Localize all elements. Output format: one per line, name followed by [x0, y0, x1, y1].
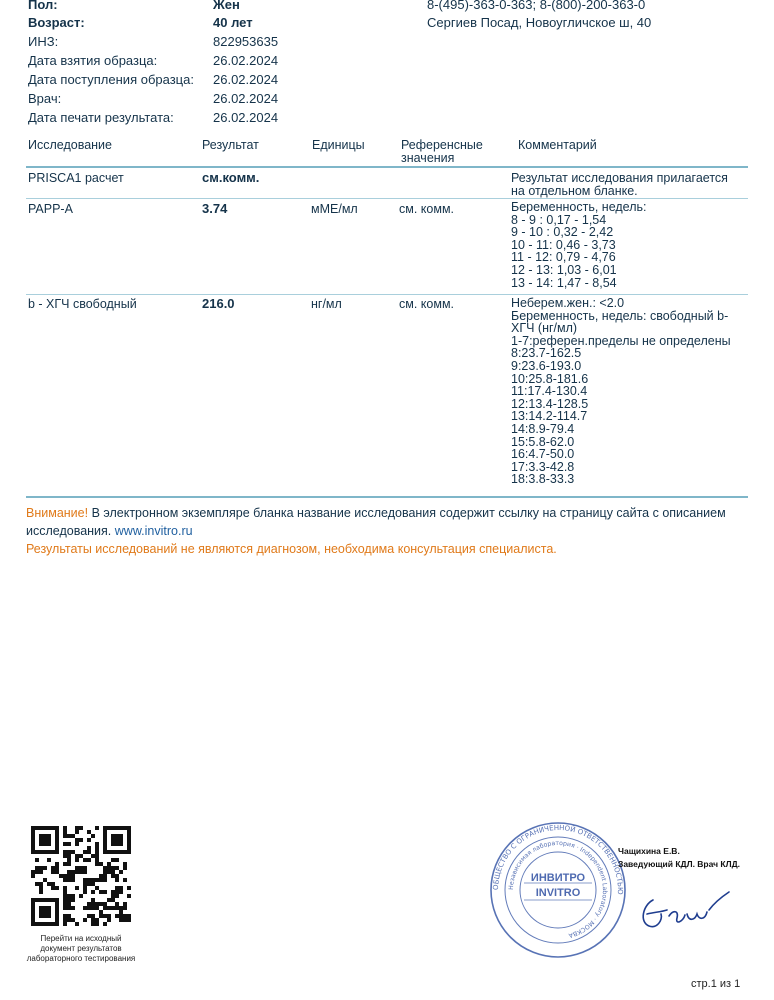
patient-field-label: Врач: [28, 91, 62, 106]
comment-line: 1-7:референ.пределы не определены [511, 333, 731, 348]
comment-line: 10:25.8-181.6 [511, 371, 589, 386]
patient-field-label: ИНЗ: [28, 34, 59, 49]
comment-line: 16:4.7-50.0 [511, 447, 575, 462]
patient-field-value: Жен [213, 0, 240, 12]
patient-field-value: 822953635 [213, 34, 279, 49]
comment-line: 15:5.8-62.0 [511, 434, 575, 449]
lab-address: Сергиев Посад, Новоугличское ш, 40 [427, 15, 652, 30]
row3-comment [511, 297, 731, 486]
stamp-ring-outer: ОБЩЕСТВО С ОГРАНИЧЕННОЙ ОТВЕТСТВЕННОСТЬЮ [491, 823, 625, 895]
handwritten-signature [625, 870, 735, 940]
patient-field-label: Пол: [28, 0, 58, 12]
patient-field-value: 26.02.2024 [213, 72, 279, 87]
header-test: Исследование [28, 138, 112, 152]
comment-line: 9:23.6-193.0 [511, 358, 582, 373]
comment-line: 12 - 13: 1,03 - 6,01 [511, 262, 617, 277]
patient-field-label: Возраст: [28, 15, 85, 30]
comment-line: 18:3.8-33.3 [511, 472, 575, 487]
comment-line: 14:8.9-79.4 [511, 421, 575, 436]
stamp-ring-inner: Независимая лаборатория · Independent Laboratory · МОСКВА [507, 839, 609, 939]
qr-caption-line1: Перейти на исходный [40, 934, 122, 943]
notice-warning-word: Внимание! [26, 506, 89, 520]
header-units: Единицы [312, 138, 365, 152]
row3-reference: см. комм. [399, 297, 455, 311]
lab-stamp [488, 820, 628, 960]
row2-result: 3.74 [202, 201, 228, 216]
row1-comment [511, 172, 728, 197]
header-rule [26, 166, 748, 168]
signer-name: Чащихина Е.В. [618, 846, 680, 856]
comment-line: 17:3.3-42.8 [511, 459, 575, 474]
notice [26, 504, 756, 558]
row2-units: мМЕ/мл [311, 202, 358, 216]
comment-line: 9 - 10 : 0,32 - 2,42 [511, 225, 614, 240]
patient-field-value: 26.02.2024 [213, 53, 279, 68]
comment-line: 11:17.4-130.4 [511, 384, 588, 399]
row1-test: PRISCA1 расчет [28, 171, 124, 185]
comment-line: Результат исследования прилагается [511, 171, 728, 185]
row-rule [26, 294, 748, 295]
notice-disclaimer: Результаты исследований не являются диагнозом, необходима консультация специалиста. [26, 542, 557, 556]
row2-reference: см. комм. [399, 202, 455, 216]
comment-line: 13:14.2-114.7 [511, 409, 588, 424]
qr-caption-line3: лабораторного тестирования [26, 954, 136, 963]
row3-units: нг/мл [311, 297, 342, 311]
row2-comment [511, 201, 647, 289]
row2-test: PAPP-A [28, 202, 73, 216]
header-reference-line2: значения [401, 151, 455, 165]
comment-line: 12:13.4-128.5 [511, 396, 589, 411]
lab-phones: 8-(495)-363-0-363; 8-(800)-200-363-0 [427, 0, 646, 12]
header-reference [401, 139, 483, 165]
row3-result: 216.0 [202, 296, 235, 311]
row3-test: b - ХГЧ свободный [28, 297, 137, 311]
invitro-link[interactable]: www.invitro.ru [114, 524, 193, 538]
qr-caption [18, 934, 144, 964]
row-rule [26, 198, 748, 199]
comment-line: 13 - 14: 1,47 - 8,54 [511, 275, 617, 290]
header-comment: Комментарий [518, 138, 597, 152]
patient-field-value: 26.02.2024 [213, 110, 279, 125]
patient-field-label: Дата поступления образца: [28, 72, 194, 87]
row1-result: см.комм. [202, 170, 260, 185]
comment-line: ХГЧ (нг/мл) [511, 321, 578, 336]
notice-text: В электронном экземпляре бланка название исследования содержит ссылку на страницу сайта с описанием исследования. [26, 506, 726, 538]
signer-title: Заведующий КДЛ. Врач КЛД. [618, 859, 741, 869]
patient-field-value: 26.02.2024 [213, 91, 279, 106]
comment-line: 10 - 11: 0,46 - 3,73 [511, 237, 616, 252]
patient-field-label: Дата взятия образца: [28, 53, 158, 68]
stamp-center-ru: ИНВИТРО [530, 872, 586, 884]
comment-line: 8 - 9 : 0,17 - 1,54 [511, 212, 607, 227]
stamp-center-en: INVITRO [535, 887, 581, 899]
comment-line: Беременность, недель: свободный b- [511, 308, 729, 323]
header-result: Результат [202, 138, 259, 152]
comment-line: на отдельном бланке. [511, 183, 638, 198]
table-bottom-rule [26, 496, 748, 498]
signer-block [618, 845, 740, 871]
patient-field-label: Дата печати результата: [28, 110, 174, 125]
patient-field-value: 40 лет [213, 15, 253, 30]
comment-line: 11 - 12: 0,79 - 4,76 [511, 250, 616, 265]
qr-code[interactable] [31, 826, 131, 926]
comment-line: Беременность, недель: [511, 200, 647, 214]
comment-line: Неберем.жен.: <2.0 [511, 296, 625, 310]
header-reference-line1: Референсные [401, 138, 483, 152]
qr-caption-line2: документ результатов [40, 944, 122, 953]
comment-line: 8:23.7-162.5 [511, 346, 582, 361]
page-number: стр.1 из 1 [691, 978, 741, 990]
